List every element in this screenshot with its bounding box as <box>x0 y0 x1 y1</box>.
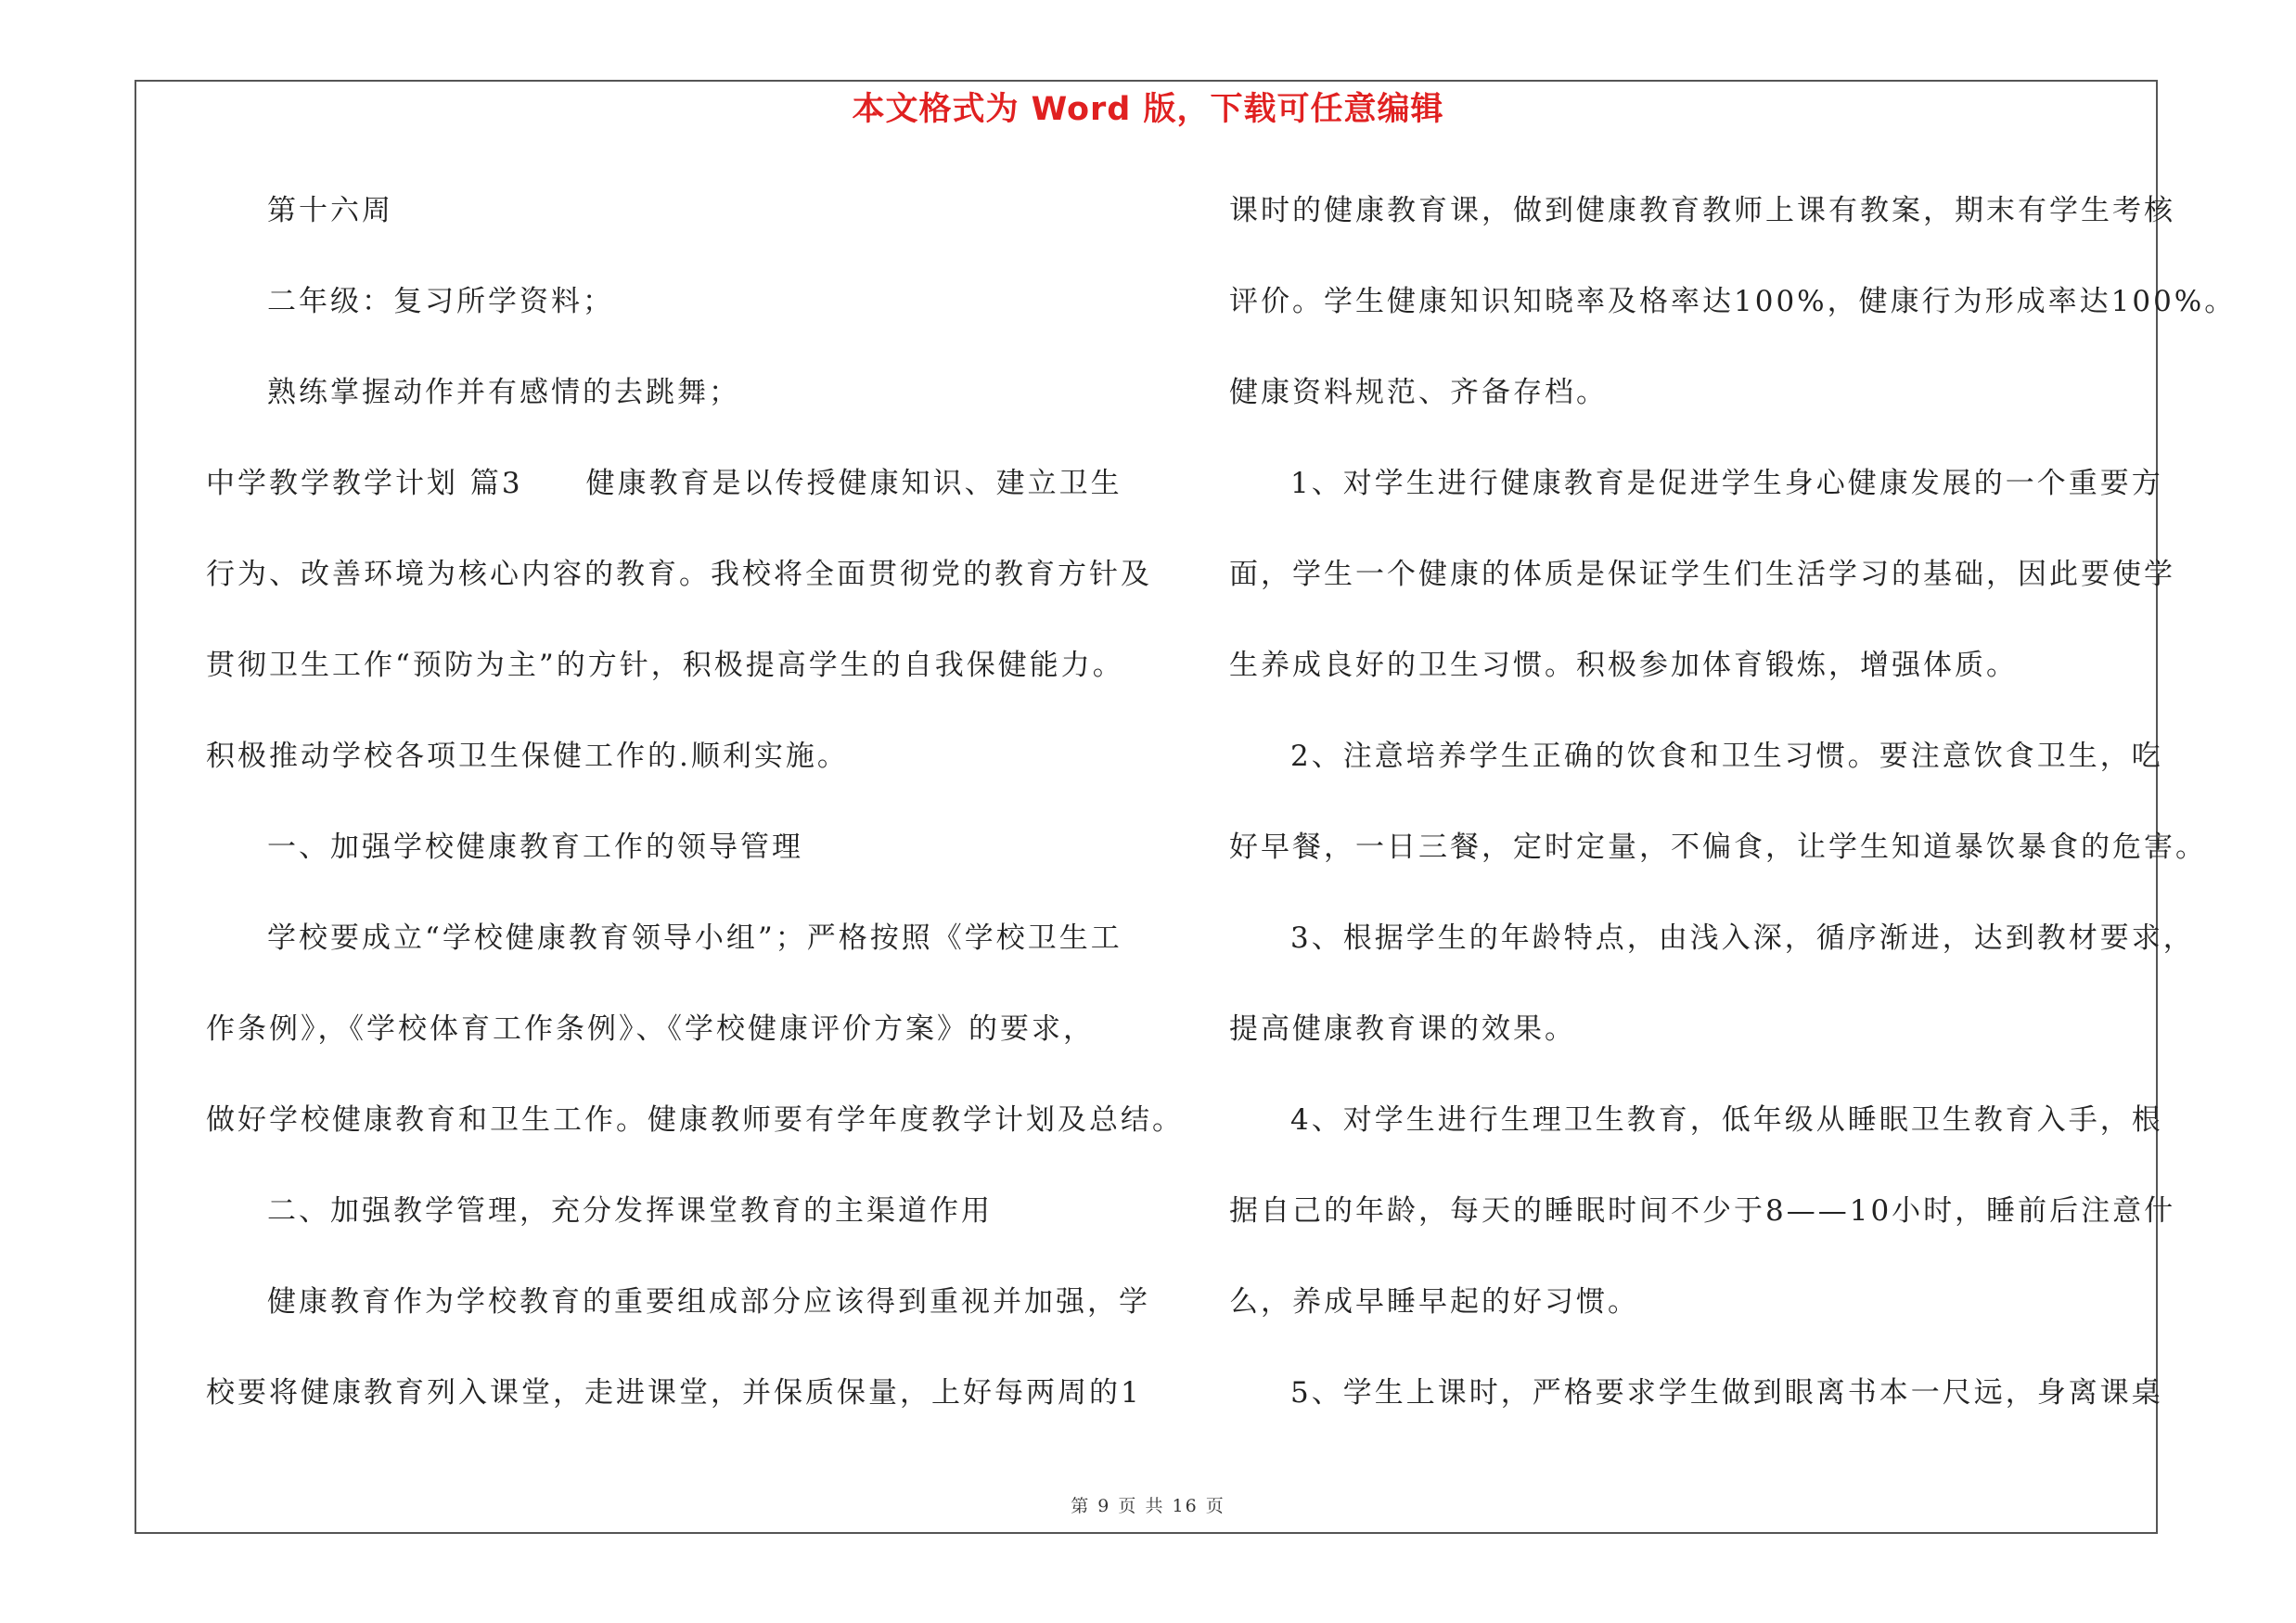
left-text-line: 中学教学教学计划 篇3 健康教育是以传授健康知识、建立卫生 <box>206 467 1122 500</box>
right-column <box>1229 181 2237 1454</box>
left-text-line: 行为、改善环境为核心内容的教育。我校将全面贯彻党的教育方针及 <box>206 558 1152 591</box>
right-text-line: 面，学生一个健康的体质是保证学生们生活学习的基础，因此要使学 <box>1229 558 2175 591</box>
right-text-line: 评价。学生健康知识知晓率及格率达100%，健康行为形成率达100%。 <box>1229 285 2237 318</box>
left-text-line: 熟练掌握动作并有感情的去跳舞； <box>267 376 740 409</box>
page-number-footer: 第 9 页 共 16 页 <box>1071 1496 1225 1516</box>
right-text-line: 课时的健康教育课，做到健康教育教师上课有教案，期末有学生考核 <box>1229 194 2175 227</box>
left-text-line: 积极推动学校各项卫生保健工作的.顺利实施。 <box>206 740 849 773</box>
left-text-line: 第十六周 <box>267 194 393 227</box>
left-text-line: 二年级：复习所学资料； <box>267 285 614 318</box>
right-text-line: 据自己的年龄，每天的睡眠时间不少于8——10小时，睡前后注意什 <box>1229 1194 2176 1228</box>
right-text-line: 4、对学生进行生理卫生教育，低年级从睡眠卫生教育入手，根 <box>1290 1103 2163 1137</box>
header-banner: 本文格式为 Word 版，下载可任意编辑 <box>852 91 1444 128</box>
right-text-line: 1、对学生进行健康教育是促进学生身心健康发展的一个重要方 <box>1290 467 2163 500</box>
left-text-line: 校要将健康教育列入课堂，走进课堂，并保质保量，上好每两周的1 <box>206 1376 1142 1410</box>
left-text-line: 二、加强教学管理，充分发挥课堂教育的主渠道作用 <box>267 1194 993 1228</box>
left-text-line: 学校要成立“学校健康教育领导小组”；严格按照《学校卫生工 <box>267 921 1122 955</box>
left-text-line: 作条例》，《学校体育工作条例》、《学校健康评价方案》的要求， <box>206 1012 1095 1046</box>
right-text-line: 健康资料规范、齐备存档。 <box>1229 376 1608 409</box>
right-text-line: 5、学生上课时，严格要求学生做到眼离书本一尺远，身离课桌 <box>1290 1376 2163 1410</box>
right-text-line: 提高健康教育课的效果。 <box>1229 1012 1576 1046</box>
right-text-line: 好早餐，一日三餐，定时定量，不偏食，让学生知道暴饮暴食的危害。 <box>1229 831 2207 864</box>
left-text-line: 贯彻卫生工作“预防为主”的方针，积极提高学生的自我保健能力。 <box>206 649 1124 682</box>
left-text-line: 一、加强学校健康教育工作的领导管理 <box>267 831 803 864</box>
left-text-line: 做好学校健康教育和卫生工作。健康教师要有学年度教学计划及总结。 <box>206 1103 1184 1137</box>
right-text-line: 生养成良好的卫生习惯。积极参加体育锻炼，增强体质。 <box>1229 649 2018 682</box>
left-text-line: 健康教育作为学校教育的重要组成部分应该得到重视并加强，学 <box>267 1285 1150 1319</box>
right-text-line: 3、根据学生的年龄特点，由浅入深，循序渐进，达到教材要求， <box>1290 921 2195 955</box>
right-text-line: 么，养成早睡早起的好习惯。 <box>1229 1285 1639 1319</box>
right-text-line: 2、注意培养学生正确的饮食和卫生习惯。要注意饮食卫生，吃 <box>1290 740 2163 773</box>
left-column <box>206 181 1184 1454</box>
